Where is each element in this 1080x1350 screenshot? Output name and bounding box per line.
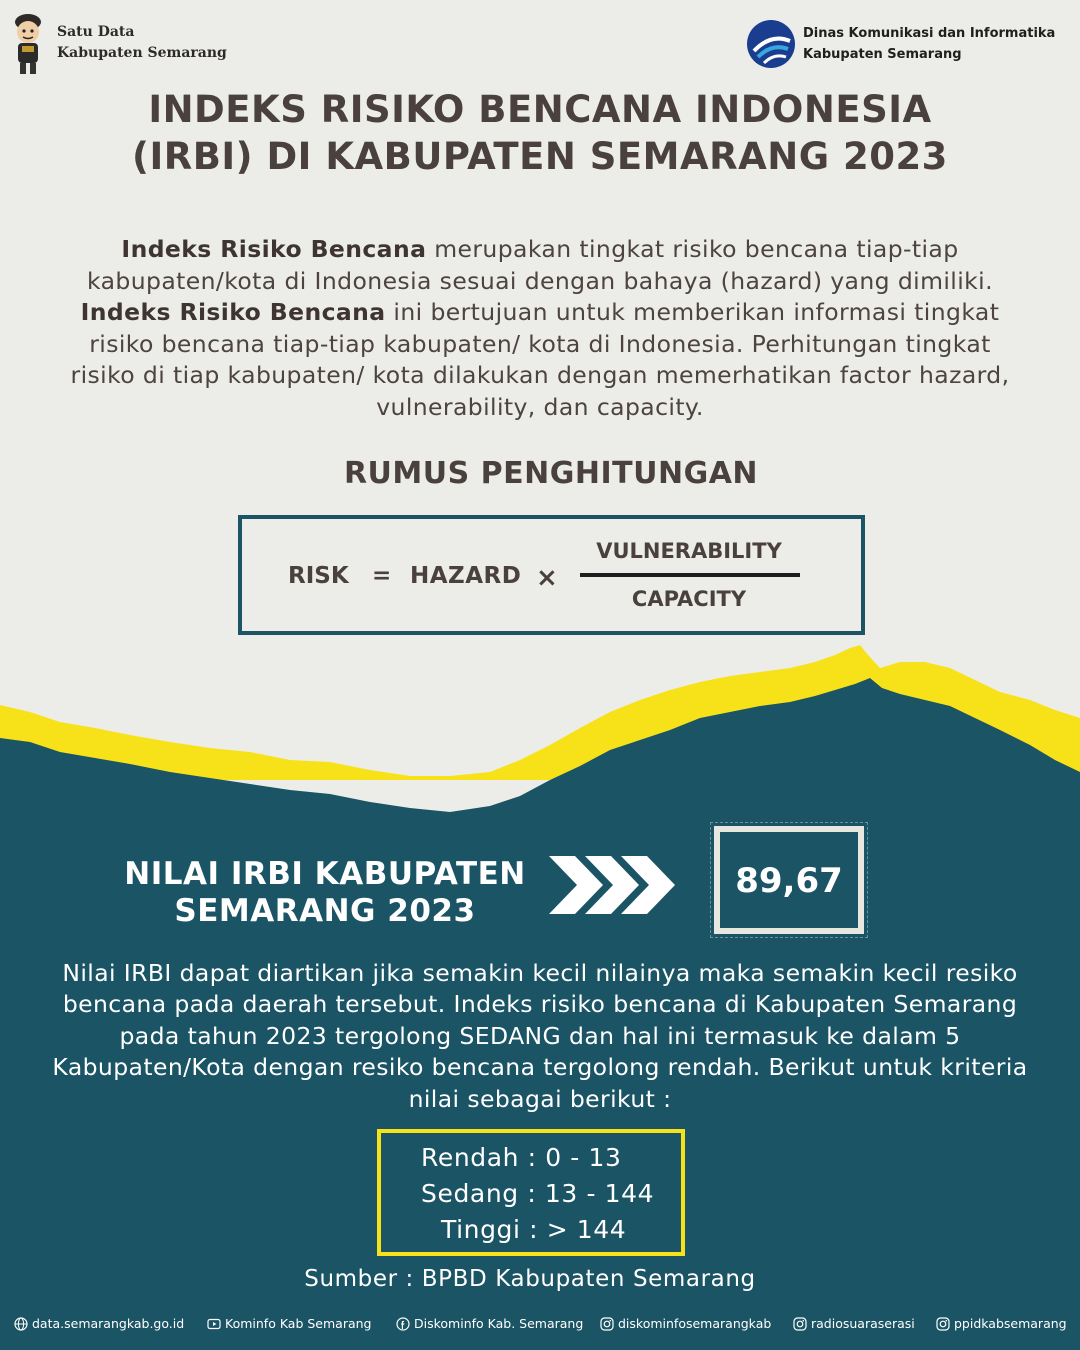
footer-instagram-link[interactable] — [600, 1316, 771, 1331]
footer-text: Kominfo Kab Semarang — [225, 1316, 372, 1331]
criteria-row — [441, 1215, 626, 1244]
instagram-icon — [936, 1317, 950, 1331]
criteria-range: > 144 — [546, 1215, 627, 1244]
footer-instagram-link[interactable] — [936, 1316, 1067, 1331]
satu-data-brand — [57, 22, 227, 64]
irbi-label-line-2: SEMARANG 2023 — [174, 893, 476, 929]
footer-facebook-link[interactable] — [396, 1316, 583, 1331]
footer-links — [0, 1316, 1080, 1338]
brand-line-2: Kabupaten Semarang — [803, 47, 962, 62]
formula-risk: RISK — [288, 563, 349, 589]
formula-numerator: VULNERABILITY — [596, 539, 782, 563]
mascot-logo-icon — [10, 12, 46, 76]
criteria-range: 13 - 144 — [544, 1179, 655, 1208]
brand-line-1: Dinas Komunikasi dan Informatika — [803, 26, 1056, 41]
title-line-2: (IRBI) DI KABUPATEN SEMARANG 2023 — [132, 135, 948, 178]
criteria-box — [377, 1129, 685, 1256]
formula-equals: = — [372, 563, 392, 589]
formula-hazard: HAZARD — [410, 563, 522, 589]
brand-line-1: Satu Data — [57, 24, 135, 40]
intro-term-2: Indeks Risiko Bencana — [80, 298, 386, 326]
fraction-bar — [580, 573, 800, 577]
footer-text: ppidkabsemarang — [954, 1316, 1067, 1331]
footer-text: radiosuaraserasi — [811, 1316, 915, 1331]
criteria-label: Tinggi — [441, 1215, 521, 1244]
facebook-icon — [396, 1317, 410, 1331]
formula-denominator: CAPACITY — [631, 587, 747, 611]
footer-text: Diskominfo Kab. Semarang — [414, 1316, 584, 1331]
formula-box — [238, 515, 865, 635]
chevrons-right-icon — [545, 852, 680, 918]
brand-line-2: Kabupaten Semarang — [57, 45, 227, 61]
formula-times: × — [536, 563, 558, 593]
irbi-label — [100, 856, 550, 930]
instagram-icon — [600, 1317, 614, 1331]
instagram-icon — [793, 1317, 807, 1331]
criteria-separator: : — [527, 1143, 537, 1172]
kominfo-logo-icon — [746, 19, 796, 69]
criteria-label: Sedang — [421, 1179, 519, 1208]
criteria-label: Rendah — [421, 1143, 520, 1172]
page-title — [0, 86, 1080, 180]
intro-term-1: Indeks Risiko Bencana — [121, 235, 427, 263]
footer-instagram-link[interactable] — [793, 1316, 915, 1331]
source-note: Sumber : BPBD Kabupaten Semarang — [304, 1266, 756, 1292]
youtube-icon — [207, 1317, 221, 1331]
irbi-value-box — [714, 826, 864, 934]
intro-text-2: ini bertujuan untuk memberikan informasi tingkat risiko bencana tiap-tiap kabupaten/ kota di Indonesia. Perhitungan tingkat risiko di tiap kabupaten/ kota dilakukan dengan memerhatikan factor hazard, vulnerability, dan capacity. — [70, 298, 1010, 421]
criteria-separator: : — [527, 1179, 537, 1208]
explanation-paragraph: Nilai IRBI dapat diartikan jika semakin kecil nilainya maka semakin kecil resiko bencana pada daerah tersebut. Indeks risiko bencana di Kabupaten Semarang pada tahun 2023 tergolong SEDANG dan hal ini termasuk ke dalam 5 Kabupaten/Kota dengan resiko bencana tergolong rendah. Berikut untuk kriteria nilai sebagai berikut : — [52, 959, 1028, 1113]
criteria-row — [421, 1143, 621, 1172]
footer-text: data.semarangkab.go.id — [32, 1316, 185, 1331]
irbi-label-line-1: NILAI IRBI KABUPATEN — [124, 856, 526, 892]
criteria-range: 0 - 13 — [545, 1143, 622, 1172]
footer-text: diskominfosemarangkab — [618, 1316, 772, 1331]
footer-website-link[interactable] — [14, 1316, 184, 1331]
kominfo-brand — [803, 23, 1055, 65]
intro-text-1: merupakan tingkat risiko bencana tiap-tiap kabupaten/kota di Indonesia sesuai dengan bahaya (hazard) yang dimiliki. — [87, 235, 993, 295]
criteria-row — [421, 1179, 654, 1208]
irbi-value: 89,67 — [735, 861, 843, 901]
globe-icon — [14, 1317, 28, 1331]
intro-paragraph — [55, 234, 1025, 423]
criteria-separator: : — [529, 1215, 539, 1244]
formula-heading: RUMUS PENGHITUNGAN — [343, 456, 759, 491]
title-line-1: INDEKS RISIKO BENCANA INDONESIA — [148, 88, 932, 131]
footer-youtube-link[interactable] — [207, 1316, 371, 1331]
